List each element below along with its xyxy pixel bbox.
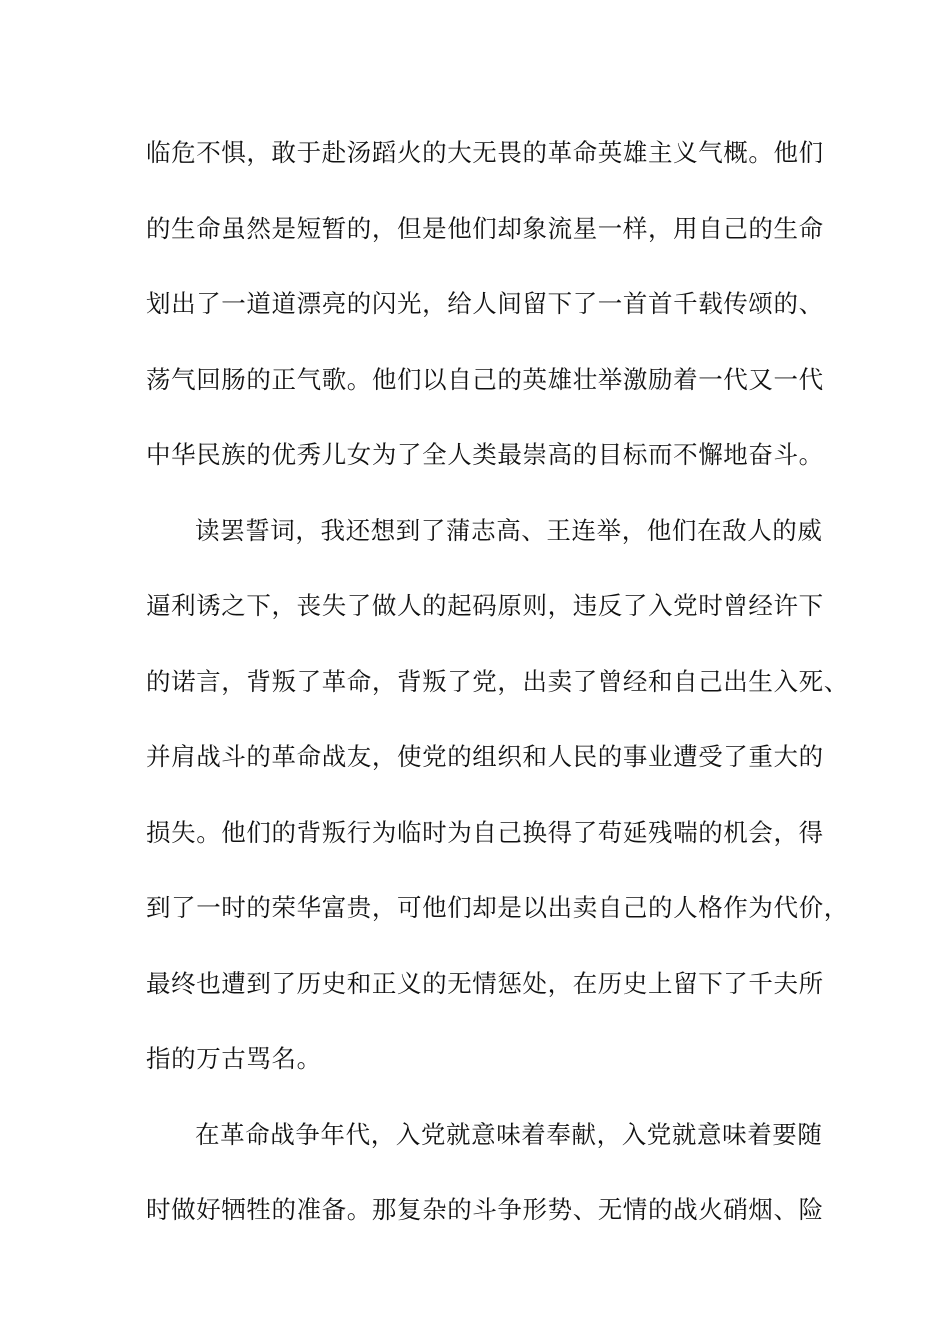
text-line: 时做好牺牲的准备。那复杂的斗争形势、无情的战火硝烟、险 (146, 1195, 824, 1224)
text-line: 最终也遭到了历史和正义的无情惩处，在历史上留下了千夫所 (146, 968, 824, 998)
paragraph-first-line: 在革命战争年代，入党就意味着奉献，入党就意味着要随 (195, 1119, 823, 1149)
text-line: 并肩战斗的革命战友，使党的组织和人民的事业遭受了重大的 (146, 742, 824, 771)
text-line: 临危不惧，敢于赴汤蹈火的大无畏的革命英雄主义气概。他们 (146, 138, 824, 167)
text-line: 的生命虽然是短暂的，但是他们却象流星一样，用自己的生命 (146, 213, 824, 243)
text-line: 的诺言，背叛了革命，背叛了党，出卖了曾经和自己出生入死、 (146, 666, 849, 696)
text-line: 到了一时的荣华富贵，可他们却是以出卖自己的人格作为代价， (146, 893, 849, 922)
text-line: 划出了一道道漂亮的闪光，给人间留下了一首首千载传颂的、 (146, 289, 824, 318)
text-line: 中华民族的优秀儿女为了全人类最崇高的目标而不懈地奋斗。 (146, 440, 824, 469)
body-text (146, 128, 849, 1261)
text-line: 指的万古骂名。 (146, 1044, 322, 1073)
text-line: 损失。他们的背叛行为临时为自己换得了苟延残喘的机会，得 (146, 817, 824, 847)
paragraph-first-line: 读罢誓词，我还想到了蒲志高、王连举，他们在敌人的威 (195, 515, 823, 545)
text-line: 逼利诱之下，丧失了做人的起码原则，违反了入党时曾经许下 (146, 591, 824, 620)
text-line: 荡气回肠的正气歌。他们以自己的英雄壮举激励着一代又一代 (146, 364, 824, 394)
